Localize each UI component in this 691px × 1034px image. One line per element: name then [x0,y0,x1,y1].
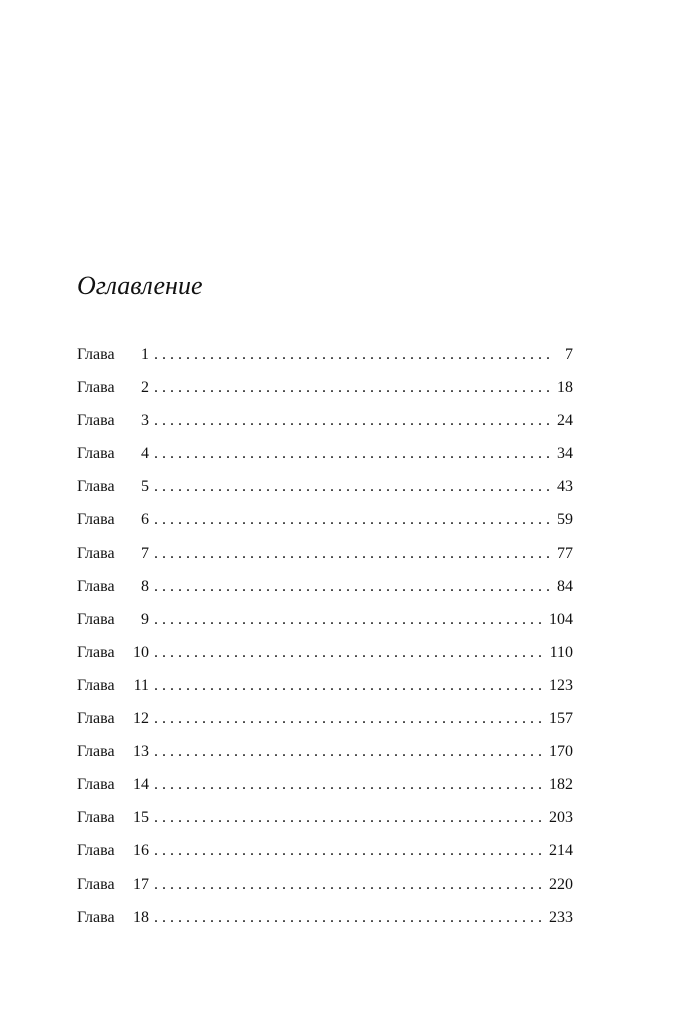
toc-entry[interactable] [77,503,573,536]
toc-entry-label: Глава [77,346,115,363]
toc-entry-number: 6 [141,511,149,529]
toc-entry-number: 16 [133,842,149,860]
toc-entry-label: Глава [77,842,115,860]
toc-entry-label: Глава [77,743,115,761]
toc-title: Оглавление [77,271,203,300]
toc-entry[interactable] [77,702,573,735]
toc-entry-label: Глава [77,544,115,562]
toc-entry-number: 2 [141,379,149,397]
toc-entry-number: 4 [141,445,149,463]
toc-entry-page: 182 [549,776,573,794]
toc-entry-label: Глава [77,875,115,893]
toc-dot-leader [154,503,549,536]
toc-dot-leader [154,603,541,636]
toc-entry[interactable] [77,669,573,702]
toc-entry-page: 7 [565,346,573,363]
toc-dot-leader [154,470,549,503]
toc-entry-number: 7 [141,544,149,562]
toc-entry-number: 1 [141,346,149,363]
toc-entry-number: 13 [133,743,149,761]
toc-entry[interactable] [77,603,573,636]
toc-entry[interactable] [77,834,573,867]
toc-entry[interactable] [77,768,573,801]
toc-entry[interactable] [77,636,573,669]
toc-entry-number: 12 [133,710,149,728]
toc-dot-leader [154,338,555,371]
toc-entry-number: 14 [133,776,149,794]
toc-entry-page: 203 [549,809,573,827]
toc-entry-page: 84 [557,577,573,595]
toc-entry-number: 17 [133,875,149,893]
toc-entry-number: 15 [133,809,149,827]
toc-dot-leader [154,768,541,801]
toc-entry-page: 24 [557,412,573,430]
toc-entry-label: Глава [77,676,115,694]
toc-entry-label: Глава [77,610,115,628]
toc-entry-label: Глава [77,379,115,397]
toc-entry-label: Глава [77,478,115,496]
toc-entry-page: 214 [549,842,573,860]
toc-entry-label: Глава [77,710,115,728]
toc-entry[interactable] [77,801,573,834]
toc-dot-leader [154,404,549,437]
toc-entry-label: Глава [77,809,115,827]
toc-entry-number: 10 [133,643,149,661]
toc-entry-number: 5 [141,478,149,496]
toc-entry-label: Глава [77,511,115,529]
toc-dot-leader [154,868,541,901]
toc-entry-page: 43 [557,478,573,496]
toc-entry-page: 110 [549,643,573,661]
toc-entry[interactable] [77,570,573,603]
toc-dot-leader [154,636,542,669]
toc-entry[interactable] [77,735,573,768]
toc-entry-label: Глава [77,577,115,595]
toc-entry-number: 3 [141,412,149,430]
toc-entry-page: 233 [549,908,573,926]
toc-dot-leader [154,901,541,934]
toc-list [77,338,573,934]
toc-entry-label: Глава [77,776,115,794]
toc-entry-page: 123 [549,676,573,694]
toc-entry-page: 104 [549,610,573,628]
toc-entry-page: 59 [557,511,573,529]
toc-entry-number: 9 [141,610,149,628]
toc-entry[interactable] [77,437,573,470]
toc-dot-leader [154,537,549,570]
toc-entry[interactable] [77,537,573,570]
toc-entry-label: Глава [77,643,115,661]
toc-entry-page: 77 [557,544,573,562]
toc-entry-label: Глава [77,908,115,926]
toc-dot-leader [154,702,541,735]
toc-entry-number: 11 [133,676,149,694]
toc-entry-page: 220 [549,875,573,893]
toc-dot-leader [154,834,541,867]
toc-entry-number: 8 [141,577,149,595]
toc-entry-page: 34 [557,445,573,463]
toc-entry[interactable] [77,901,573,934]
toc-entry[interactable] [77,404,573,437]
toc-entry[interactable] [77,470,573,503]
toc-dot-leader [154,371,549,404]
toc-dot-leader [154,570,549,603]
toc-entry[interactable] [77,338,573,371]
toc-entry[interactable] [77,868,573,901]
toc-entry-label: Глава [77,412,115,430]
toc-entry[interactable] [77,371,573,404]
toc-entry-page: 18 [557,379,573,397]
toc-dot-leader [154,669,541,702]
toc-dot-leader [154,801,541,834]
toc-dot-leader [154,437,549,470]
toc-entry-label: Глава [77,445,115,463]
toc-entry-number: 18 [133,908,149,926]
toc-entry-page: 157 [549,710,573,728]
toc-entry-page: 170 [549,743,573,761]
toc-dot-leader [154,735,541,768]
